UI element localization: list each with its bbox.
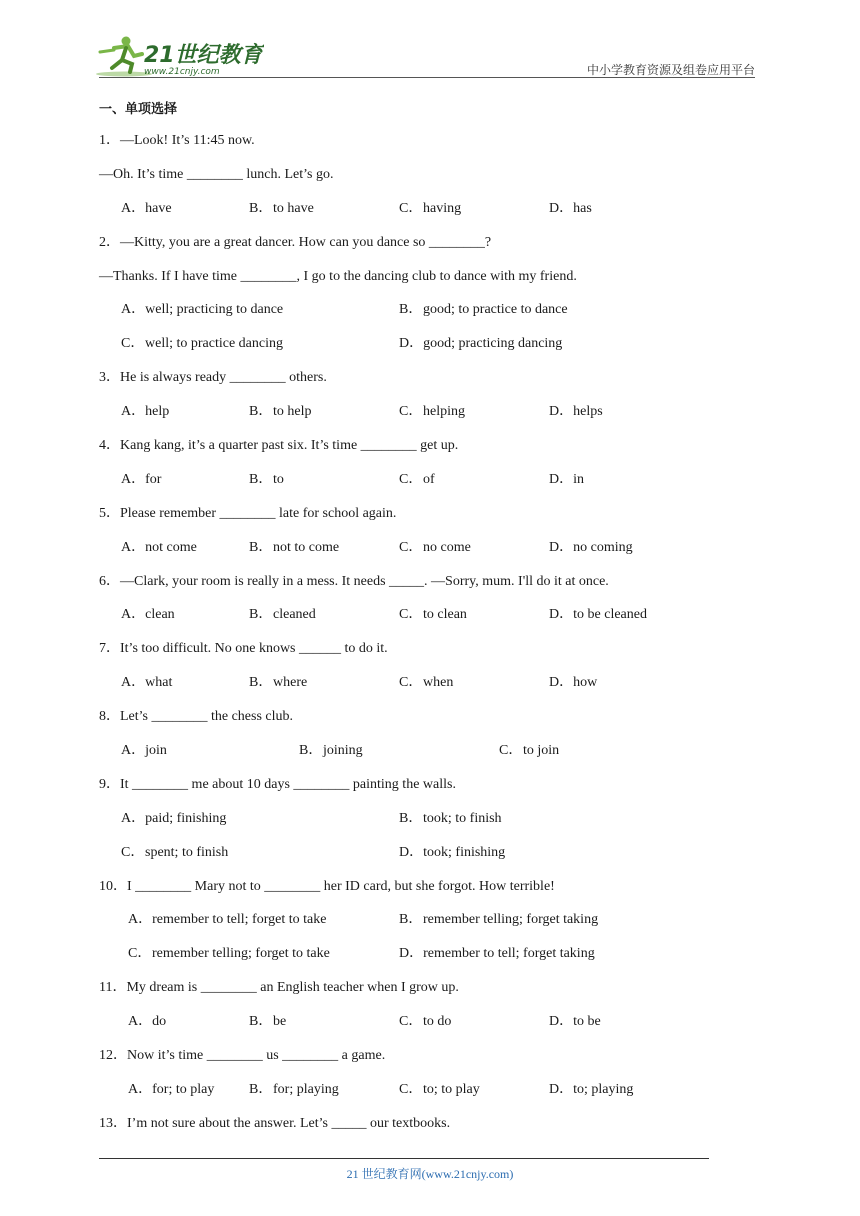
option-letter: A．	[121, 302, 146, 318]
option-letter: D．	[399, 336, 424, 352]
answer-option[interactable]	[549, 666, 597, 700]
question-list	[99, 96, 739, 1141]
answer-option[interactable]	[249, 598, 316, 632]
option-letter: D．	[549, 471, 574, 487]
question-stem: 5．Please remember ________ late for school again.	[99, 505, 397, 521]
option-letter: C．	[499, 743, 523, 759]
option-letter: A．	[121, 810, 146, 826]
question-item	[99, 632, 739, 700]
option-text: to join	[523, 743, 560, 759]
logo-url: www.21cnjy.com	[144, 67, 220, 77]
question-stem: 2．—Kitty, you are a great dancer. How can you dance so ________?	[99, 234, 492, 250]
options-row	[99, 463, 739, 497]
question-stem: 6．—Clark, your room is really in a mess. It needs _____. —Sorry, mum. I'll do it at once.	[99, 573, 609, 589]
question-item	[99, 124, 739, 226]
question-item	[99, 565, 739, 633]
option-text: be	[273, 1014, 287, 1030]
question-item	[99, 361, 739, 429]
option-text: to	[273, 471, 284, 487]
options-row	[99, 192, 739, 226]
answer-option[interactable]	[249, 192, 314, 226]
answer-option[interactable]	[549, 1005, 601, 1039]
option-letter: A．	[121, 200, 146, 216]
page-header	[0, 0, 860, 80]
option-letter: C．	[399, 607, 423, 623]
question-stem: 4．Kang kang, it’s a quarter past six. It’s time ________ get up.	[99, 438, 459, 454]
option-letter: C．	[128, 946, 152, 962]
option-letter: A．	[128, 1014, 153, 1030]
options-row	[99, 293, 739, 327]
logo-text: 21世纪教育	[144, 43, 263, 68]
question-stem: 10．I ________ Mary not to ________ her ID card, but she forgot. How terrible!	[99, 878, 555, 894]
question-stem: 11．My dream is ________ an English teacher when I grow up.	[99, 980, 459, 996]
options-row	[99, 598, 739, 632]
option-letter: B．	[249, 607, 273, 623]
answer-option[interactable]	[549, 531, 633, 565]
question-stem: 9．It ________ me about 10 days ________ painting the walls.	[99, 776, 456, 792]
option-text: not to come	[273, 539, 340, 555]
answer-option[interactable]	[121, 666, 172, 700]
option-text: remember telling; forget taking	[423, 912, 599, 928]
answer-option[interactable]	[399, 192, 461, 226]
header-divider	[99, 77, 755, 78]
runner-logo-icon	[94, 34, 264, 78]
options-row	[99, 531, 739, 565]
option-text: clean	[145, 607, 175, 623]
option-text: how	[573, 675, 598, 691]
option-letter: B．	[249, 471, 273, 487]
option-letter: C．	[399, 1014, 423, 1030]
option-text: to have	[273, 200, 314, 216]
option-letter: B．	[399, 912, 423, 928]
option-letter: B．	[249, 1014, 273, 1030]
option-text: spent; to finish	[145, 844, 229, 860]
option-letter: A．	[121, 743, 146, 759]
answer-option[interactable]	[399, 903, 598, 937]
options-row	[99, 836, 739, 870]
option-text: for; to play	[152, 1081, 215, 1097]
options-row	[99, 937, 739, 971]
option-letter: A．	[121, 539, 146, 555]
options-row	[99, 903, 739, 937]
option-letter: C．	[399, 539, 423, 555]
answer-option[interactable]	[121, 327, 283, 361]
option-letter: D．	[549, 404, 574, 420]
option-letter: B．	[399, 302, 423, 318]
option-text: what	[145, 675, 173, 691]
option-text: help	[145, 404, 170, 420]
answer-option[interactable]	[399, 1005, 451, 1039]
answer-option[interactable]	[399, 531, 471, 565]
option-text: to do	[423, 1014, 452, 1030]
option-text: when	[423, 675, 454, 691]
question-stem: 7．It’s too difficult. No one knows ______ to do it.	[99, 641, 388, 657]
option-text: paid; finishing	[145, 810, 227, 826]
answer-option[interactable]	[399, 327, 562, 361]
question-item	[99, 768, 739, 870]
question-dialogue-line: —Oh. It’s time ________ lunch. Let’s go.	[99, 166, 334, 182]
answer-option[interactable]	[128, 937, 330, 971]
answer-option[interactable]	[399, 1073, 480, 1107]
option-text: remember to tell; forget to take	[152, 912, 327, 928]
answer-option[interactable]	[249, 531, 339, 565]
question-dialogue-line: —Thanks. If I have time ________, I go to the dancing club to dance with my friend.	[99, 268, 577, 284]
answer-option[interactable]	[121, 192, 172, 226]
question-stem: 12．Now it’s time ________ us ________ a game.	[99, 1048, 386, 1064]
options-row	[99, 734, 739, 768]
option-text: to be	[573, 1014, 601, 1030]
option-text: in	[573, 471, 585, 487]
question-item	[99, 226, 739, 362]
option-text: helping	[423, 404, 465, 420]
answer-option[interactable]	[399, 937, 595, 971]
answer-option[interactable]	[249, 1073, 339, 1107]
answer-option[interactable]	[249, 463, 284, 497]
option-text: no come	[423, 539, 471, 555]
option-text: of	[423, 471, 435, 487]
option-letter: C．	[121, 844, 145, 860]
answer-option[interactable]	[249, 1005, 286, 1039]
section-title: 一、单项选择	[99, 102, 178, 117]
option-text: has	[573, 200, 592, 216]
answer-option[interactable]	[128, 1005, 166, 1039]
option-letter: B．	[249, 200, 273, 216]
option-letter: B．	[299, 743, 323, 759]
option-letter: B．	[399, 810, 423, 826]
answer-option[interactable]	[549, 192, 592, 226]
option-text: to; playing	[573, 1081, 634, 1097]
option-letter: B．	[249, 1081, 273, 1097]
footer-link[interactable]: 21 世纪教育网(www.21cnjy.com)	[346, 1167, 514, 1181]
option-letter: A．	[121, 675, 146, 691]
option-letter: B．	[249, 539, 273, 555]
options-row	[99, 1073, 739, 1107]
option-text: to be cleaned	[573, 607, 647, 623]
option-text: do	[152, 1014, 167, 1030]
answer-option[interactable]	[399, 802, 502, 836]
option-text: having	[423, 200, 462, 216]
answer-option[interactable]	[399, 395, 465, 429]
options-row	[99, 395, 739, 429]
option-text: good; to practice to dance	[423, 302, 568, 318]
option-letter: B．	[249, 675, 273, 691]
option-text: well; to practice dancing	[145, 336, 283, 352]
option-letter: D．	[549, 539, 574, 555]
option-text: have	[145, 200, 172, 216]
question-stem: 8．Let’s ________ the chess club.	[99, 709, 294, 725]
answer-option[interactable]	[399, 293, 568, 327]
option-letter: D．	[399, 946, 424, 962]
answer-option[interactable]	[128, 903, 326, 937]
option-text: to help	[273, 404, 312, 420]
option-text: good; practicing dancing	[423, 336, 563, 352]
option-letter: A．	[128, 912, 153, 928]
options-row	[99, 802, 739, 836]
option-text: to; to play	[423, 1081, 480, 1097]
option-letter: C．	[399, 675, 423, 691]
question-item	[99, 1039, 739, 1107]
answer-option[interactable]	[121, 734, 167, 768]
answer-option[interactable]	[399, 666, 453, 700]
option-letter: D．	[549, 200, 574, 216]
answer-option[interactable]	[121, 598, 175, 632]
answer-option[interactable]	[249, 666, 307, 700]
option-text: not come	[145, 539, 197, 555]
option-letter: C．	[399, 471, 423, 487]
question-item	[99, 700, 739, 768]
option-text: well; practicing to dance	[145, 302, 284, 318]
question-item	[99, 429, 739, 497]
answer-option[interactable]	[399, 598, 467, 632]
option-text: took; to finish	[423, 810, 502, 826]
option-text: to clean	[423, 607, 467, 623]
option-letter: D．	[399, 844, 424, 860]
option-letter: C．	[121, 336, 145, 352]
platform-tagline: 中小学教育资源及组卷应用平台	[586, 63, 755, 77]
question-item	[99, 497, 739, 565]
footer-divider	[99, 1158, 709, 1159]
option-text: for	[145, 471, 162, 487]
options-row	[99, 327, 739, 361]
answer-option[interactable]	[128, 1073, 214, 1107]
answer-option[interactable]	[249, 395, 312, 429]
answer-option[interactable]	[399, 836, 505, 870]
answer-option[interactable]	[121, 293, 283, 327]
option-letter: D．	[549, 1081, 574, 1097]
option-letter: D．	[549, 675, 574, 691]
option-letter: C．	[399, 1081, 423, 1097]
option-letter: C．	[399, 200, 423, 216]
option-text: no coming	[573, 539, 633, 555]
option-letter: D．	[549, 1014, 574, 1030]
option-text: join	[145, 743, 167, 759]
answer-option[interactable]	[549, 1073, 633, 1107]
question-item	[99, 971, 739, 1039]
options-row	[99, 666, 739, 700]
question-item	[99, 1107, 739, 1141]
answer-option[interactable]	[121, 531, 197, 565]
answer-option[interactable]	[121, 836, 228, 870]
site-logo	[94, 34, 264, 78]
option-letter: A．	[121, 471, 146, 487]
answer-option[interactable]	[121, 463, 161, 497]
option-letter: D．	[549, 607, 574, 623]
option-text: where	[273, 675, 308, 691]
question-stem: 1．—Look! It’s 11:45 now.	[99, 133, 255, 148]
option-letter: A．	[121, 404, 146, 420]
option-text: for; playing	[273, 1081, 339, 1097]
question-stem: 13．I’m not sure about the answer. Let’s _____ our textbooks.	[99, 1115, 451, 1131]
answer-option[interactable]	[399, 463, 435, 497]
answer-option[interactable]	[121, 395, 169, 429]
option-letter: B．	[249, 404, 273, 420]
answer-option[interactable]	[299, 734, 363, 768]
option-text: joining	[323, 743, 363, 759]
answer-option[interactable]	[549, 463, 584, 497]
option-text: took; finishing	[423, 844, 506, 860]
question-stem: 3．He is always ready ________ others.	[99, 370, 327, 386]
answer-option[interactable]	[121, 802, 226, 836]
option-text: remember telling; forget to take	[152, 946, 330, 962]
option-text: helps	[573, 404, 603, 420]
answer-option[interactable]	[549, 598, 647, 632]
option-letter: C．	[399, 404, 423, 420]
answer-option[interactable]	[499, 734, 559, 768]
question-item	[99, 870, 739, 972]
option-letter: A．	[121, 607, 146, 623]
options-row	[99, 1005, 739, 1039]
answer-option[interactable]	[549, 395, 603, 429]
option-text: cleaned	[273, 607, 316, 623]
option-text: remember to tell; forget taking	[423, 946, 595, 962]
option-letter: A．	[128, 1081, 153, 1097]
